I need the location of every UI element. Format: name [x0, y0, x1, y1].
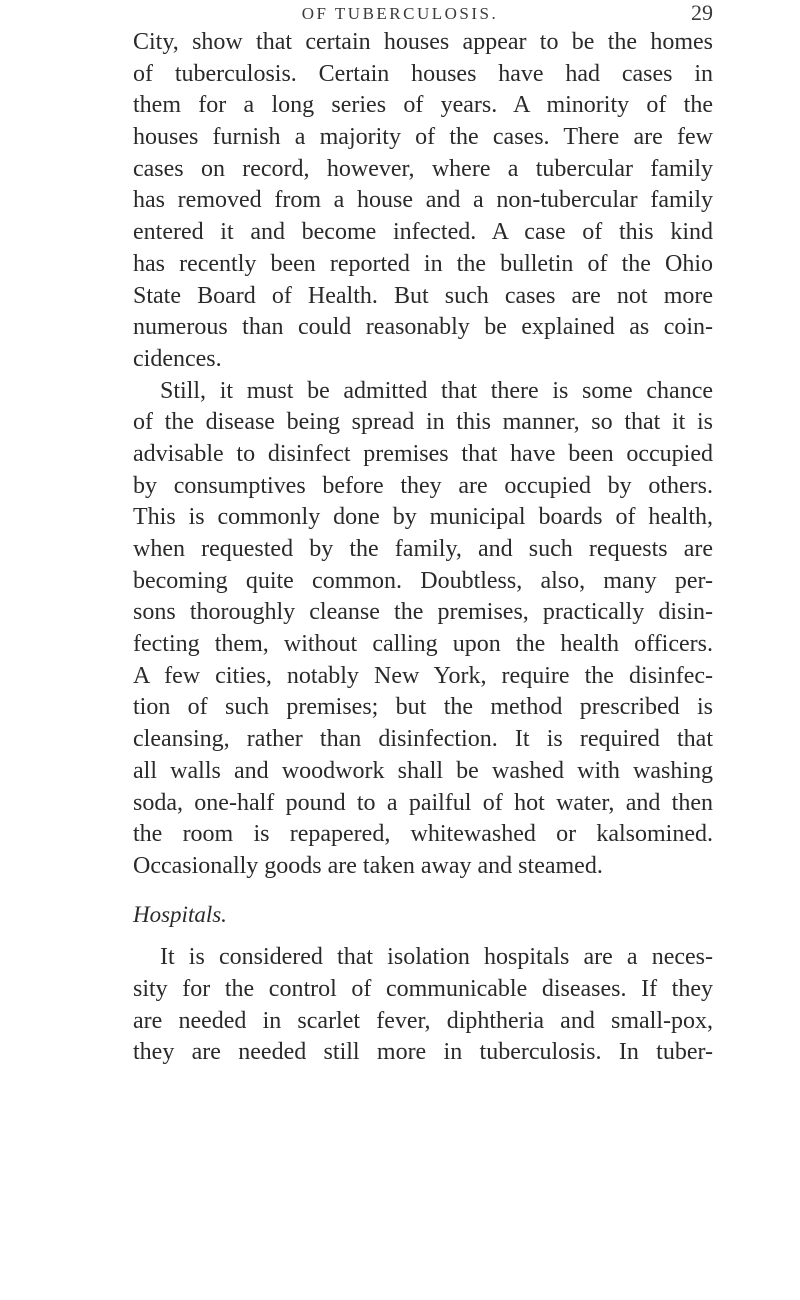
text-line: soda, one-half pound to a pailful of hot water, and then: [133, 789, 713, 816]
text-line: the room is repapered, whitewashed or kalsomined.: [133, 821, 713, 848]
text-line: A few cities, notably New York, require the disinfec-: [133, 662, 713, 689]
paragraph-2: [133, 376, 713, 883]
text-line: them for a long series of years. A minority of the: [133, 92, 713, 119]
text-line: sons thoroughly cleanse the premises, practically disin-: [133, 599, 713, 626]
body-text: [133, 27, 713, 1069]
running-title: OF TUBERCULOSIS.: [301, 4, 499, 23]
text-line: City, show that certain houses appear to be the homes: [133, 29, 713, 55]
text-line: by consumptives before they are occupied by others.: [133, 472, 713, 499]
text-line: cleansing, rather than disinfection. It is required that: [133, 726, 713, 753]
text-line: all walls and woodwork shall be washed with washing: [133, 757, 713, 784]
text-line: This is commonly done by municipal boards of health,: [133, 504, 713, 531]
text-line: of the disease being spread in this manner, so that it is: [133, 409, 713, 436]
running-head: [0, 0, 800, 28]
text-line: cases on record, however, where a tubercular family: [133, 155, 713, 182]
text-line: advisable to disinfect premises that have been occupied: [133, 440, 713, 467]
text-line: State Board of Health. But such cases are not more: [133, 282, 713, 309]
text-line: It is considered that isolation hospitals are a neces-: [160, 944, 713, 971]
text-line: becoming quite common. Doubtless, also, many per-: [133, 567, 713, 594]
text-line: houses furnish a majority of the cases. There are few: [133, 124, 713, 151]
text-line: tion of such premises; but the method prescribed is: [133, 694, 713, 721]
text-line: has removed from a house and a non-tubercular family: [133, 187, 713, 214]
text-line: Still, it must be admitted that there is some chance: [160, 377, 713, 404]
text-line: sity for the control of communicable diseases. If they: [133, 975, 713, 1002]
text-line: are needed in scarlet fever, diphtheria and small-pox,: [133, 1007, 713, 1034]
text-line: entered it and become infected. A case of this kind: [133, 219, 713, 246]
text-line: numerous than could reasonably be explained as coin-: [133, 314, 713, 341]
text-line: fecting them, without calling upon the health officers.: [133, 631, 713, 658]
page-number: 29: [691, 0, 713, 25]
text-line: of tuberculosis. Certain houses have had cases in: [133, 60, 713, 87]
paragraph-1: [133, 27, 713, 376]
section-heading: Hospitals.: [133, 901, 227, 927]
paragraph-3: [133, 942, 713, 1069]
text-line: they are needed still more in tuberculosis. In tuber-: [133, 1039, 713, 1066]
text-line: when requested by the family, and such requests are: [133, 536, 713, 562]
text-line: cidences.: [133, 345, 222, 372]
text-line: Occasionally goods are taken away and steamed.: [133, 852, 603, 879]
text-line: has recently been reported in the bulletin of the Ohio: [133, 250, 713, 277]
